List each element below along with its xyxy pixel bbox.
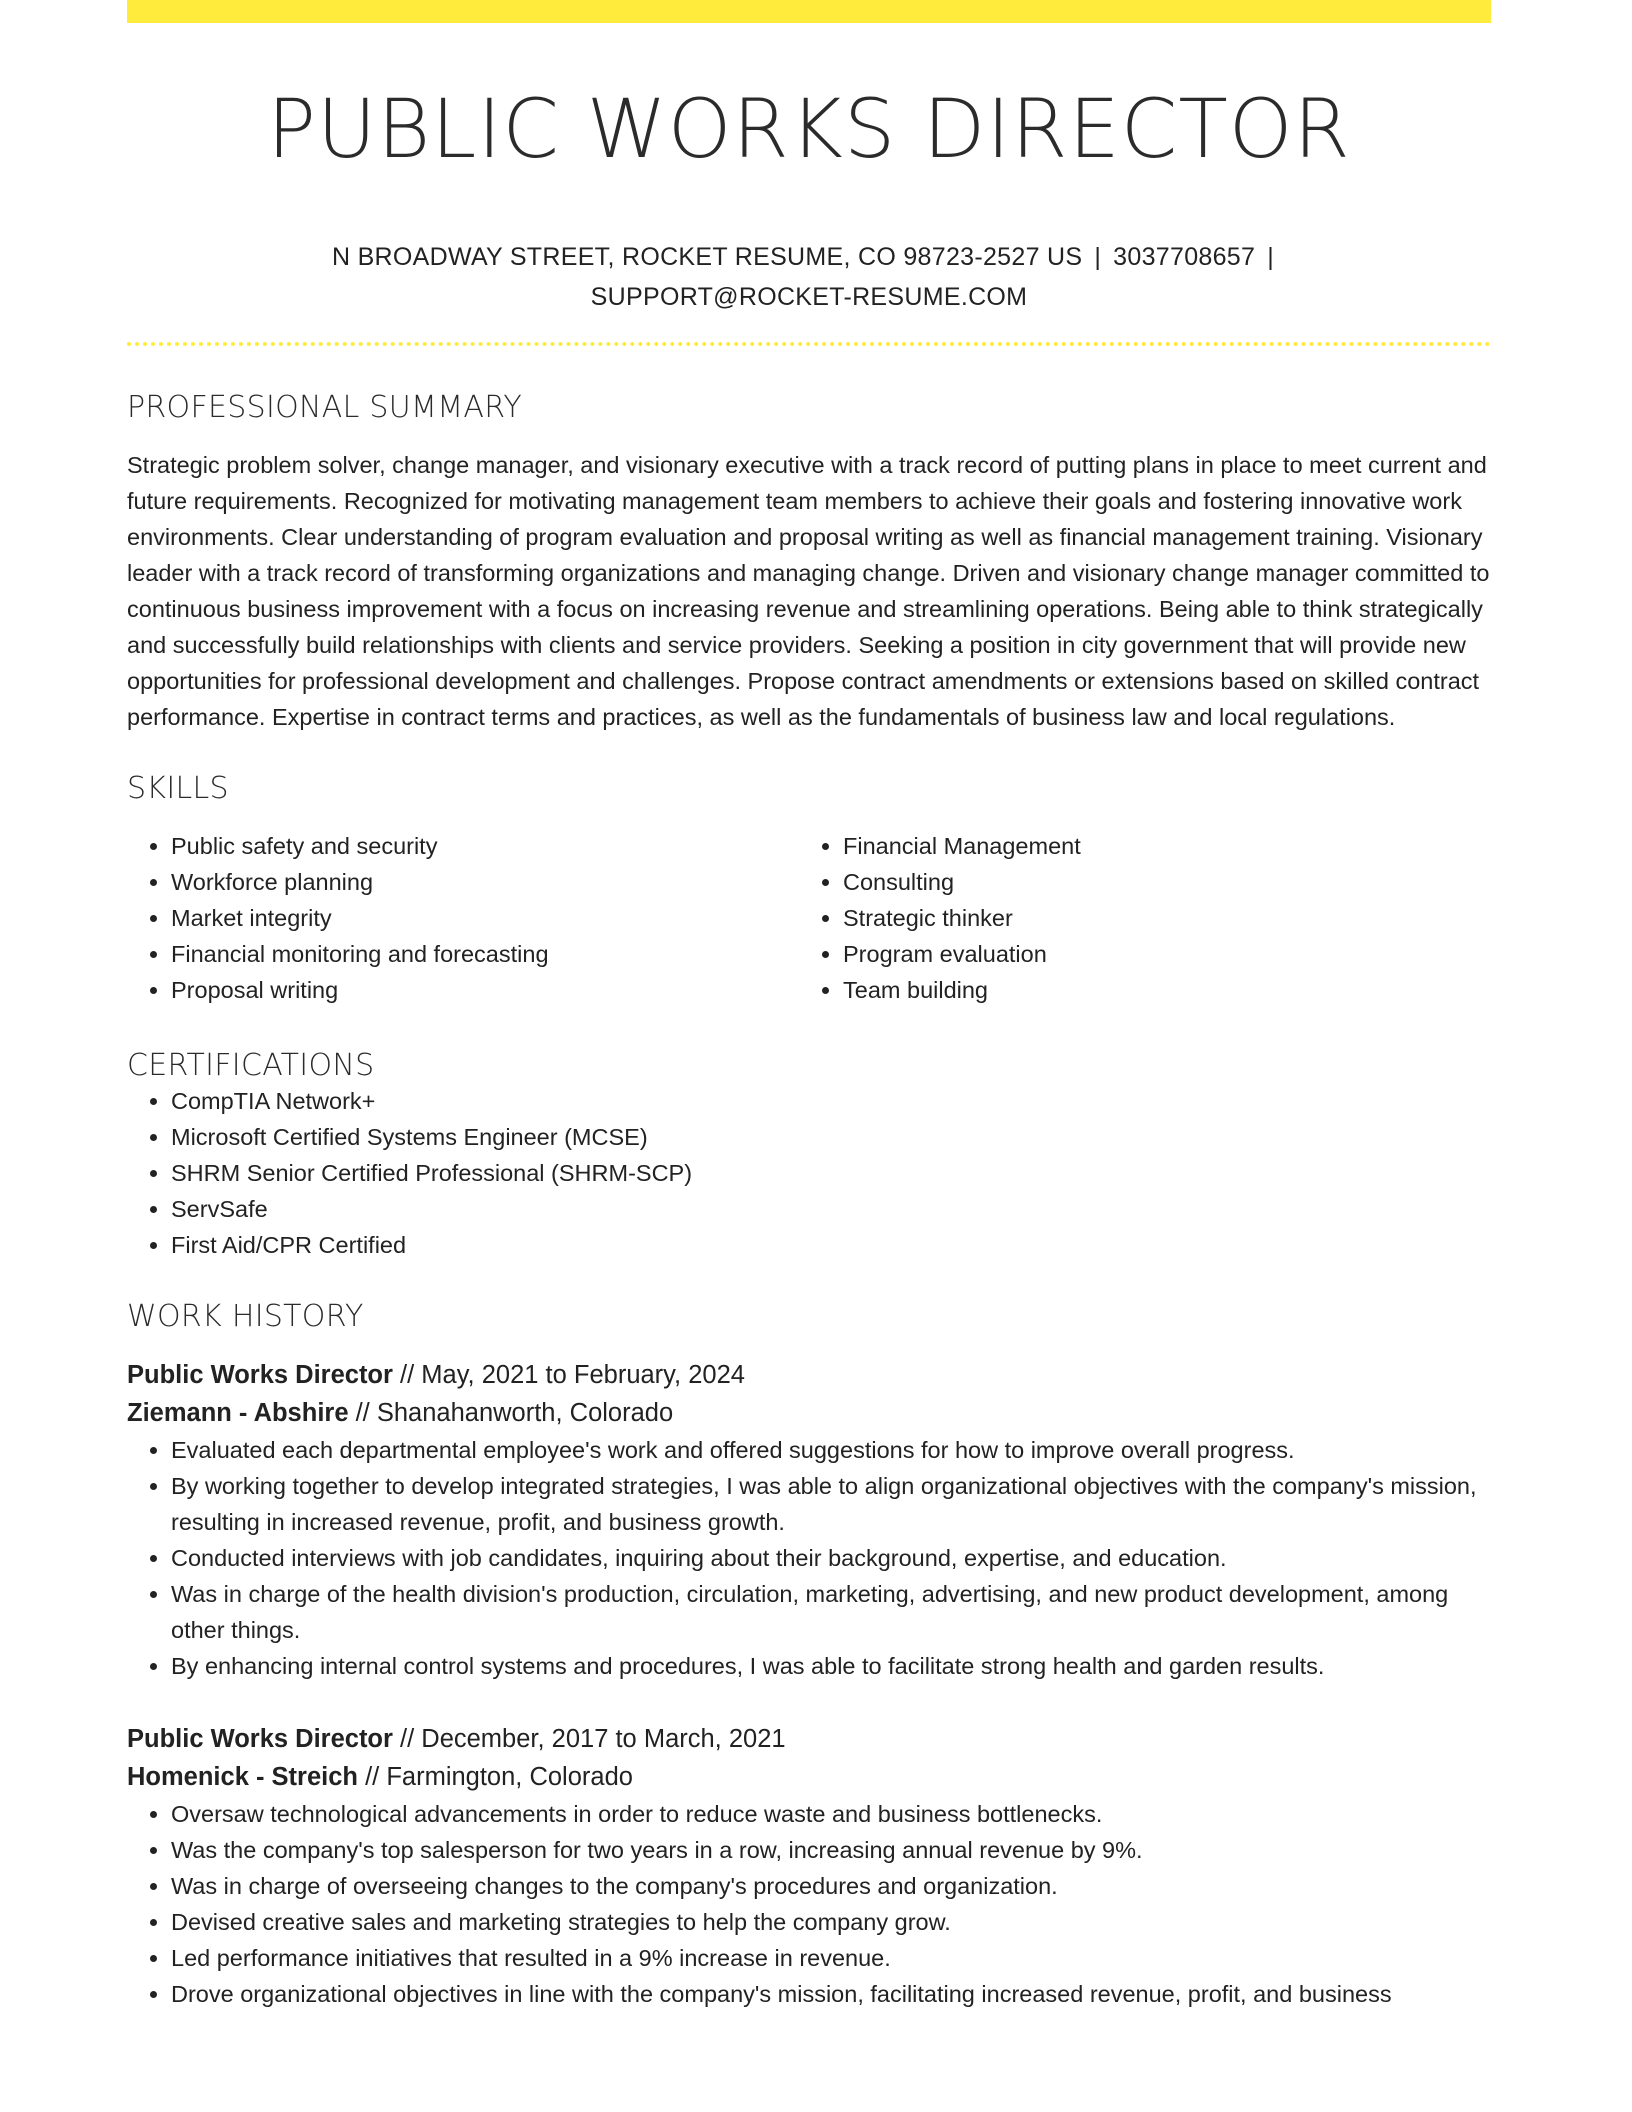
job-duty: • Was the company's top salesperson for two years in a row, increasing annual revenue by 9%. (171, 1832, 1491, 1868)
job-location: // Farmington, Colorado (357, 1763, 633, 1792)
skill-item: • Financial monitoring and forecasting (171, 936, 799, 972)
job-entry (127, 1720, 1491, 2012)
skill-item: • Strategic thinker (843, 900, 1471, 936)
skill-item: • Workforce planning (171, 864, 799, 900)
contact-email[interactable]: SUPPORT@ROCKET-RESUME.COM (590, 283, 1028, 312)
job-duty: • Devised creative sales and marketing strategies to help the company grow. (171, 1904, 1491, 1940)
job-company-line (127, 1758, 1491, 1796)
job-duty: • Conducted interviews with job candidates, inquiring about their background, expertise, and education. (171, 1540, 1491, 1576)
header-divider (127, 342, 1491, 346)
contact-separator: | (1094, 243, 1102, 272)
resume-page (127, 0, 1491, 2012)
summary-heading: PROFESSIONAL SUMMARY (127, 390, 523, 426)
skills-column-right (799, 828, 1471, 1008)
job-location: // Shanahanworth, Colorado (348, 1399, 674, 1428)
skill-item: • Public safety and security (171, 828, 799, 864)
certifications-heading: CERTIFICATIONS (127, 1048, 375, 1084)
job-dates: // December, 2017 to March, 2021 (392, 1725, 786, 1754)
job-duty: • Was in charge of overseeing changes to the company's procedures and organization. (171, 1868, 1491, 1904)
job-company: Homenick - Streich (127, 1763, 358, 1792)
skills-column-left (127, 828, 799, 1008)
certification-item: • SHRM Senior Certified Professional (SHRM-SCP) (171, 1155, 1491, 1191)
job-title: Public Works Director (127, 1361, 393, 1390)
skill-item: • Team building (843, 972, 1471, 1008)
skill-item: • Program evaluation (843, 936, 1471, 972)
contact-info (127, 237, 1491, 317)
job-duty: • Evaluated each departmental employee's work and offered suggestions for how to improve overall progress. (171, 1432, 1491, 1468)
summary-text: Strategic problem solver, change manager, and visionary executive with a track record of putting plans in place to meet current and future requirements. Recognized for motivating management team members to achieve their goals and fostering innovative work environments. Clear understanding of program evaluation and proposal writing as well as financial management training. Visionary leader with a track record of transforming organizations and managing change. Driven and visionary change manager committed to continuous business improvement with a focus on increasing revenue and streamlining operations. Being able to think strategically and successfully build relationships with clients and service providers. Seeking a position in city government that will provide new opportunities for professional development and challenges. Propose contract amendments or extensions based on skilled contract performance. Expertise in contract terms and practices, as well as the fundamentals of business law and local regulations. (127, 452, 1490, 731)
certification-item: • ServSafe (171, 1191, 1491, 1227)
job-duty: • Oversaw technological advancements in order to reduce waste and business bottlenecks. (171, 1796, 1491, 1832)
job-title-line (127, 1356, 1491, 1394)
skill-item: • Consulting (843, 864, 1471, 900)
job-duties-list (127, 1432, 1491, 1684)
job-dates: // May, 2021 to February, 2024 (392, 1361, 745, 1390)
job-duty: • By working together to develop integrated strategies, I was able to align organizational objectives with the company's mission, resulting in increased revenue, profit, and business growth. (171, 1468, 1491, 1540)
job-duty: • Was in charge of the health division's production, circulation, marketing, advertising, and new product development, among other things. (171, 1576, 1491, 1648)
contact-separator: | (1267, 243, 1275, 272)
job-entry (127, 1356, 1491, 1684)
job-company: Ziemann - Abshire (127, 1399, 349, 1428)
skill-item: • Financial Management (843, 828, 1471, 864)
job-title: Public Works Director (127, 1725, 393, 1754)
skill-item: • Market integrity (171, 900, 799, 936)
skill-item: • Proposal writing (171, 972, 799, 1008)
job-duty: • Drove organizational objectives in line with the company's mission, facilitating increased revenue, profit, and business (171, 1976, 1491, 2012)
job-title-line (127, 1720, 1491, 1758)
job-duty: • Led performance initiatives that resulted in a 9% increase in revenue. (171, 1940, 1491, 1976)
accent-top-bar (127, 0, 1491, 23)
contact-address: N BROADWAY STREET, ROCKET RESUME, CO 98723-2527 US (331, 243, 1083, 272)
resume-title: PUBLIC WORKS DIRECTOR (267, 83, 1351, 177)
contact-phone[interactable]: 3037708657 (1113, 243, 1256, 272)
skills-heading: SKILLS (127, 771, 229, 807)
job-company-line (127, 1394, 1491, 1432)
certification-item: • CompTIA Network+ (171, 1083, 1491, 1119)
job-duties-list (127, 1796, 1491, 2012)
job-duty: • By enhancing internal control systems and procedures, I was able to facilitate strong health and garden results. (171, 1648, 1491, 1684)
work-history-heading: WORK HISTORY (127, 1299, 364, 1335)
certification-item: • First Aid/CPR Certified (171, 1227, 1491, 1263)
certifications-list (127, 1083, 1491, 1263)
skills-list (127, 828, 1491, 1008)
certification-item: • Microsoft Certified Systems Engineer (MCSE) (171, 1119, 1491, 1155)
